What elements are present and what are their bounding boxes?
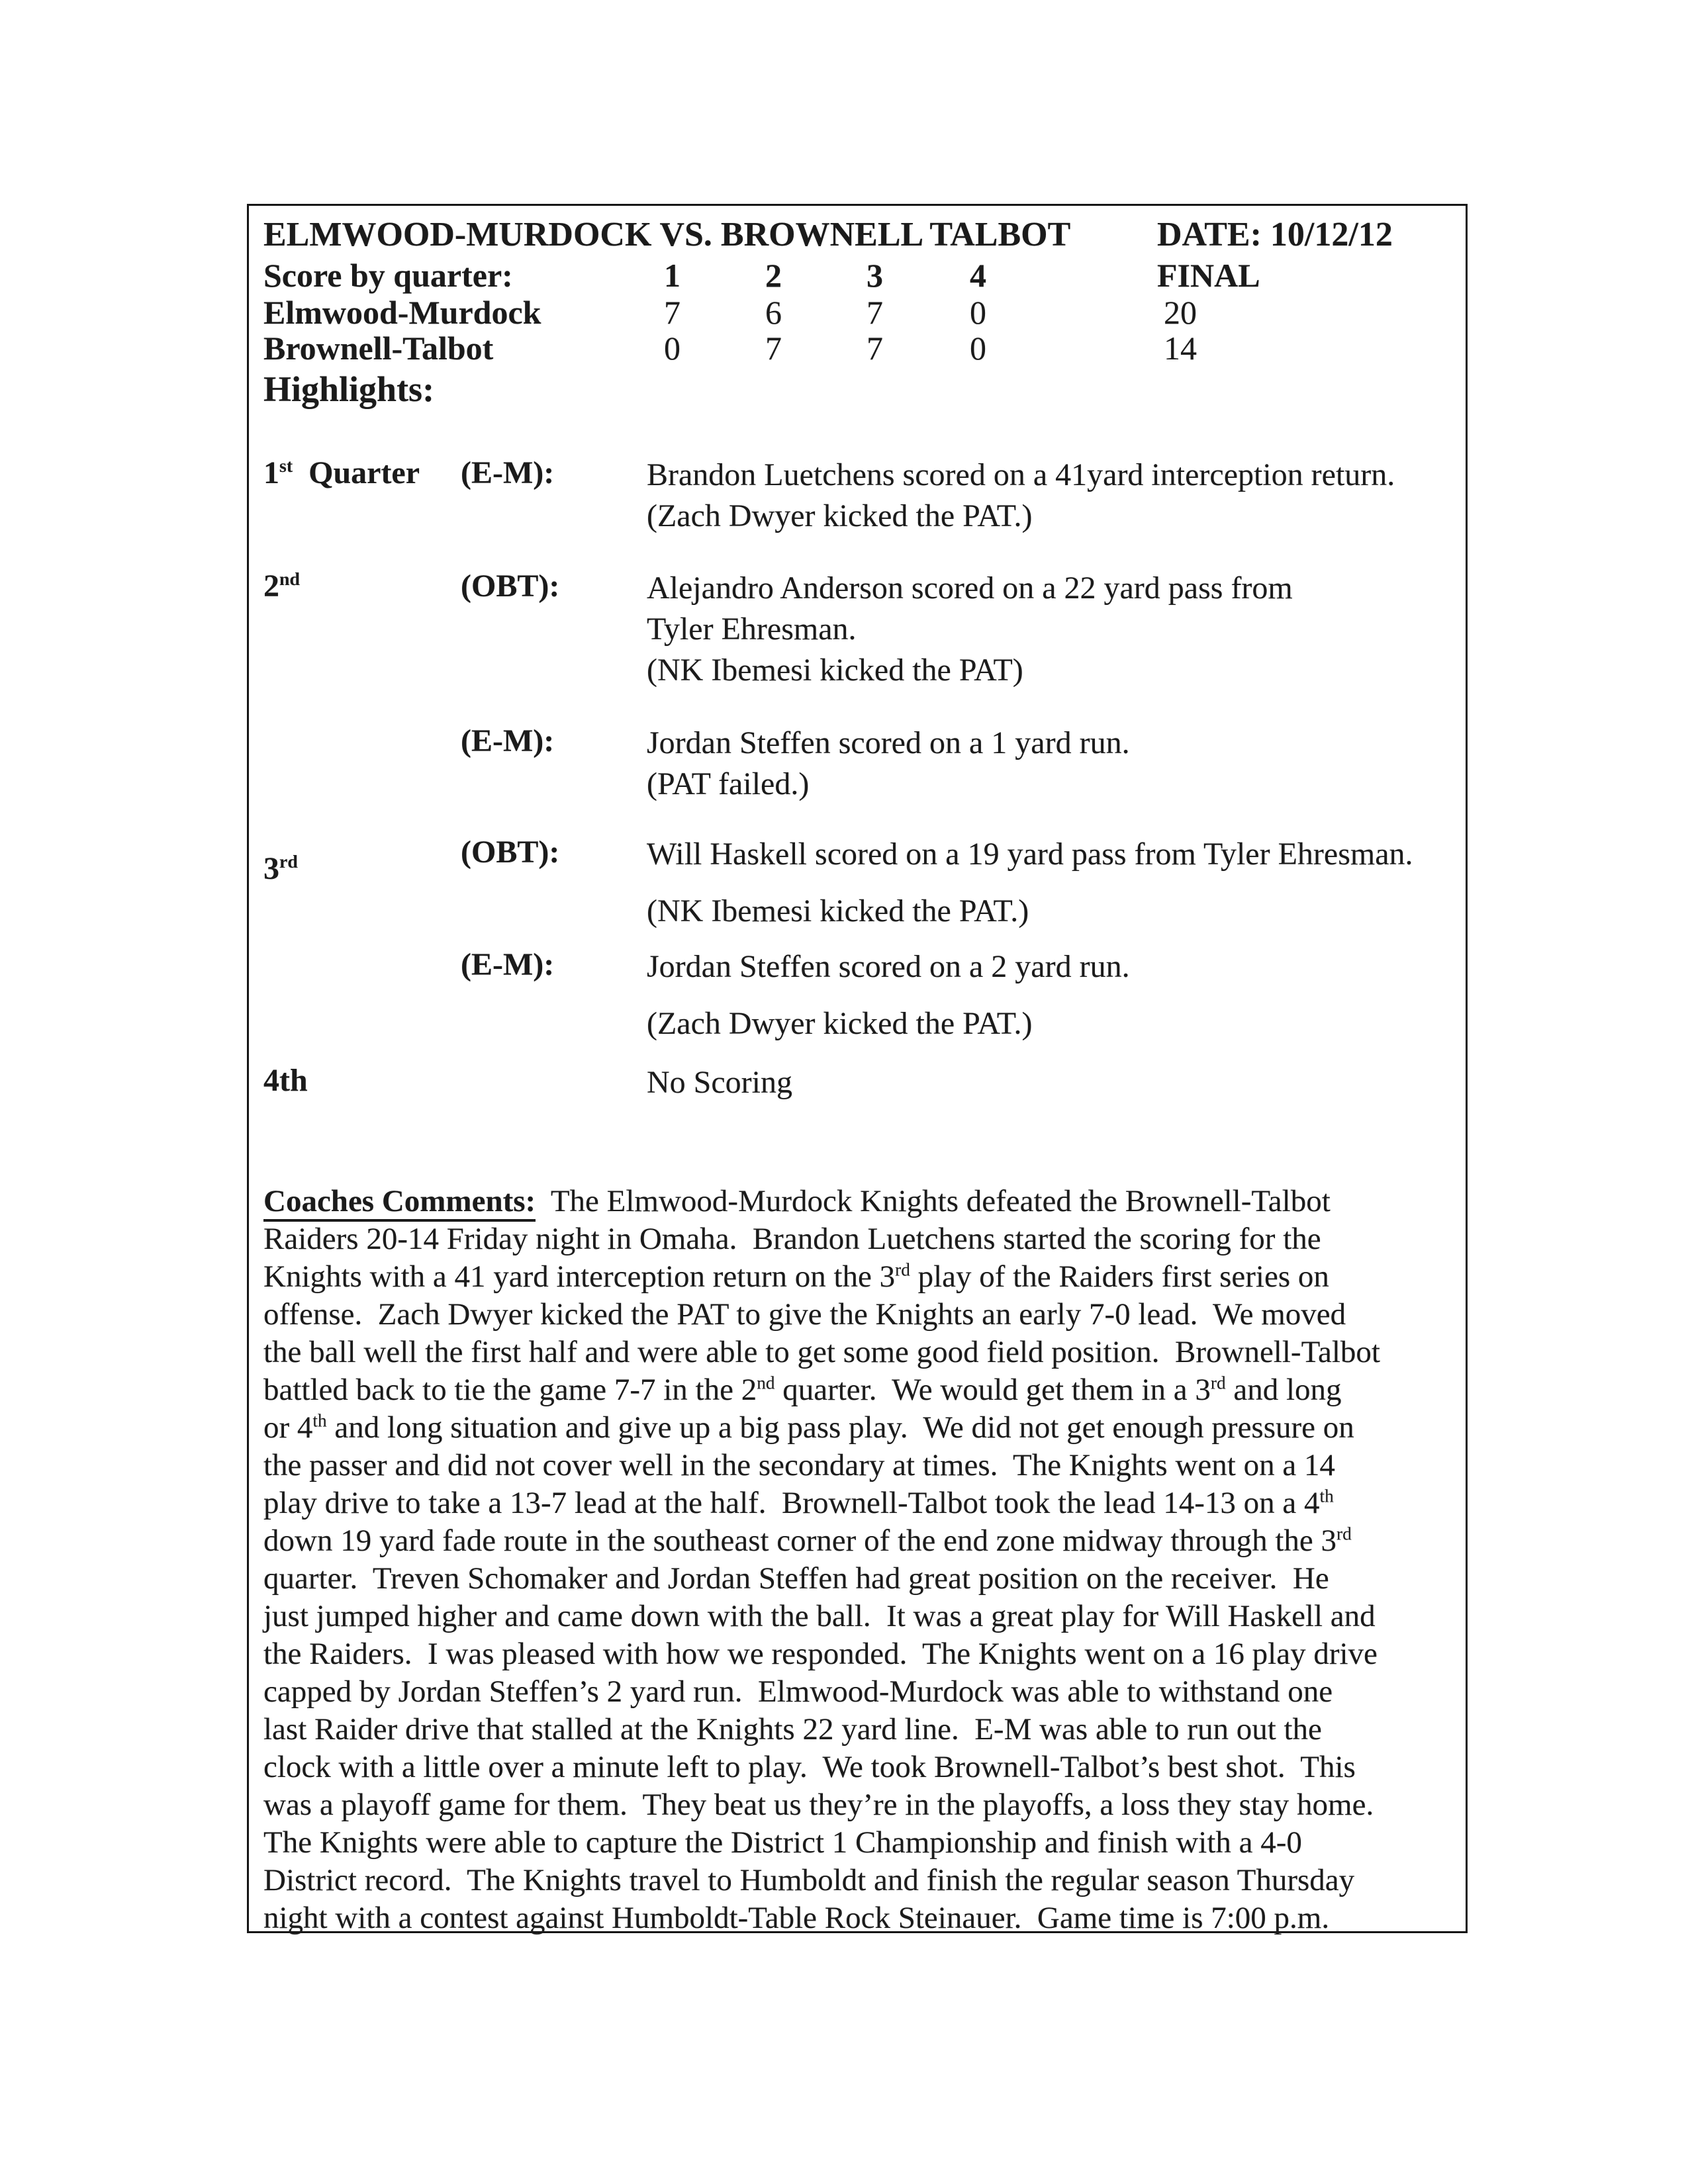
comment-segment: the passer and did not cover well in the secondary at times. The Knights went on a 14	[263, 1448, 1335, 1482]
highlight-entry	[249, 455, 1466, 537]
team-label: (E-M):	[461, 947, 555, 982]
team-name: Elmwood-Murdock	[263, 294, 541, 331]
comment-ordinal-sup: rd	[895, 1259, 910, 1280]
highlight-entry	[249, 1062, 1466, 1103]
quarter-score: 0	[664, 330, 680, 367]
comment-segment: The Elmwood-Murdock Knights defeated the Brownell-Talbot	[536, 1184, 1331, 1218]
score-by-quarter-label: Score by quarter:	[263, 257, 513, 294]
comment-line	[263, 1484, 1455, 1522]
comment-segment: quarter. Treven Schomaker and Jordan Steffen had great position on the receiver. He	[263, 1561, 1329, 1596]
quarter-label: 2nd	[263, 569, 300, 604]
comment-segment: and long	[1225, 1373, 1342, 1407]
report-box	[247, 204, 1468, 1933]
highlight-desc	[647, 723, 1448, 805]
comment-segment: capped by Jordan Steffen’s 2 yard run. Elmwood-Murdock was able to withstand one	[263, 1674, 1333, 1709]
quarter-label: 3rd	[263, 851, 298, 886]
comment-segment: offense. Zach Dwyer kicked the PAT to give the Knights an early 7-0 lead. We moved	[263, 1297, 1346, 1332]
comment-line	[263, 1258, 1455, 1296]
highlight-desc	[647, 1062, 1448, 1103]
team-name: Brownell-Talbot	[263, 330, 494, 367]
highlight-entry	[249, 723, 1466, 805]
highlight-line: (NK Ibemesi kicked the PAT)	[647, 653, 1023, 688]
quarter-ordinal-sup: rd	[279, 852, 298, 872]
comment-segment: Raiders 20-14 Friday night in Omaha. Brandon Luetchens started the scoring for the	[263, 1222, 1321, 1256]
comment-segment: the ball well the first half and were able to get some good field position. Brownell-Talbot	[263, 1335, 1380, 1369]
quarter-score: 7	[765, 330, 782, 367]
highlight-line: Brandon Luetchens scored on a 41yard interception return.	[647, 457, 1395, 492]
comment-ordinal-sup: nd	[757, 1373, 775, 1393]
quarter-label: 4th	[263, 1063, 308, 1098]
coaches-comments	[263, 1183, 1455, 1937]
comment-line	[263, 1824, 1455, 1862]
comment-segment: clock with a little over a minute left to play. We took Brownell-Talbot’s best shot. This	[263, 1750, 1356, 1784]
team-label: (OBT):	[461, 569, 560, 604]
highlight-entry	[249, 568, 1466, 691]
report-date: DATE: 10/12/12	[1157, 216, 1393, 253]
comment-line	[263, 1598, 1455, 1635]
highlight-desc	[647, 834, 1448, 932]
comment-line	[263, 1786, 1455, 1824]
comment-line	[263, 1334, 1455, 1371]
quarter-score: 7	[664, 294, 680, 331]
comment-segment: play drive to take a 13-7 lead at the half. Brownell-Talbot took the lead 14-13 on a 4	[263, 1486, 1320, 1520]
comment-ordinal-sup: rd	[1210, 1373, 1226, 1393]
report-title: ELMWOOD-MURDOCK VS. BROWNELL TALBOT	[263, 216, 1071, 253]
comment-segment: District record. The Knights travel to Humboldt and finish the regular season Thursday	[263, 1863, 1355, 1897]
quarter-score: 6	[765, 294, 782, 331]
quarter-score: 0	[970, 294, 986, 331]
highlight-line: (Zach Dwyer kicked the PAT.)	[647, 498, 1033, 533]
comment-segment: play of the Raiders first series on	[910, 1259, 1329, 1294]
highlight-desc	[647, 568, 1448, 691]
comment-segment: The Knights were able to capture the District 1 Championship and finish with a 4-0	[263, 1825, 1302, 1860]
comment-ordinal-sup: rd	[1336, 1524, 1352, 1544]
quarter-ordinal-sup: nd	[279, 569, 300, 590]
quarter-header: 2	[765, 257, 782, 294]
highlight-line: Jordan Steffen scored on a 1 yard run.	[647, 725, 1130, 760]
highlight-line: (PAT failed.)	[647, 766, 810, 801]
comment-segment: down 19 yard fade route in the southeast corner of the end zone midway through the 3	[263, 1524, 1337, 1558]
comment-ordinal-sup: th	[1319, 1486, 1334, 1506]
highlights-heading: Highlights:	[263, 369, 435, 409]
highlight-line: No Scoring	[647, 1065, 792, 1100]
comment-line	[263, 1447, 1455, 1484]
highlight-line: Alejandro Anderson scored on a 22 yard pass from	[647, 570, 1293, 606]
comment-segment: and long situation and give up a big pass play. We did not get enough pressure on	[326, 1410, 1354, 1445]
comment-line	[263, 1371, 1455, 1409]
highlight-entry	[249, 834, 1466, 932]
highlight-line: (NK Ibemesi kicked the PAT.)	[647, 893, 1029, 929]
quarter-score: 7	[867, 294, 883, 331]
coaches-comments-heading: Coaches Comments:	[263, 1184, 536, 1222]
comment-segment: just jumped higher and came down with the ball. It was a great play for Will Haskell and	[263, 1599, 1376, 1633]
highlight-desc	[647, 455, 1448, 537]
team-label: (OBT):	[461, 835, 560, 870]
final-label: FINAL	[1157, 257, 1260, 294]
highlight-line: Will Haskell scored on a 19 yard pass from Tyler Ehresman.	[647, 837, 1413, 872]
comment-line	[263, 1711, 1455, 1749]
quarter-header: 1	[664, 257, 680, 294]
quarter-ordinal-sup: st	[279, 456, 293, 477]
team-label: (E-M):	[461, 455, 555, 490]
highlight-desc	[647, 946, 1448, 1044]
comment-segment: night with a contest against Humboldt-Table Rock Steinauer. Game time is 7:00 p.m.	[263, 1901, 1330, 1935]
comment-line	[263, 1522, 1455, 1560]
comment-segment: or 4	[263, 1410, 313, 1445]
comment-segment: last Raider drive that stalled at the Knights 22 yard line. E-M was able to run out the	[263, 1712, 1322, 1747]
comment-segment: Knights with a 41 yard interception return on the 3	[263, 1259, 896, 1294]
highlight-line: Tyler Ehresman.	[647, 612, 857, 647]
highlight-line	[647, 875, 1448, 891]
comment-line	[263, 1220, 1455, 1258]
highlight-line	[647, 987, 1448, 1003]
comment-line	[263, 1183, 1455, 1220]
quarter-score: 7	[867, 330, 883, 367]
highlight-line: (Zach Dwyer kicked the PAT.)	[647, 1006, 1033, 1041]
quarter-header: 3	[867, 257, 883, 294]
quarter-score: 0	[970, 330, 986, 367]
comment-line	[263, 1635, 1455, 1673]
highlight-line: Jordan Steffen scored on a 2 yard run.	[647, 949, 1130, 984]
final-score: 20	[1164, 294, 1197, 331]
comment-line	[263, 1862, 1455, 1899]
quarter-label: 1st Quarter	[263, 455, 420, 490]
comment-segment: battled back to tie the game 7-7 in the 2	[263, 1373, 757, 1407]
comment-line	[263, 1749, 1455, 1786]
comment-segment: quarter. We would get them in a 3	[774, 1373, 1211, 1407]
highlight-entry	[249, 946, 1466, 1044]
quarter-header: 4	[970, 257, 986, 294]
comment-segment: was a playoff game for them. They beat us they’re in the playoffs, a loss they stay home.	[263, 1788, 1374, 1822]
comment-ordinal-sup: th	[312, 1410, 327, 1431]
comment-line	[263, 1899, 1455, 1937]
comment-line	[263, 1560, 1455, 1598]
comment-line	[263, 1673, 1455, 1711]
final-score: 14	[1164, 330, 1197, 367]
comment-line	[263, 1409, 1455, 1447]
comment-segment: the Raiders. I was pleased with how we responded. The Knights went on a 16 play drive	[263, 1637, 1378, 1671]
comment-line	[263, 1296, 1455, 1334]
team-label: (E-M):	[461, 723, 555, 758]
